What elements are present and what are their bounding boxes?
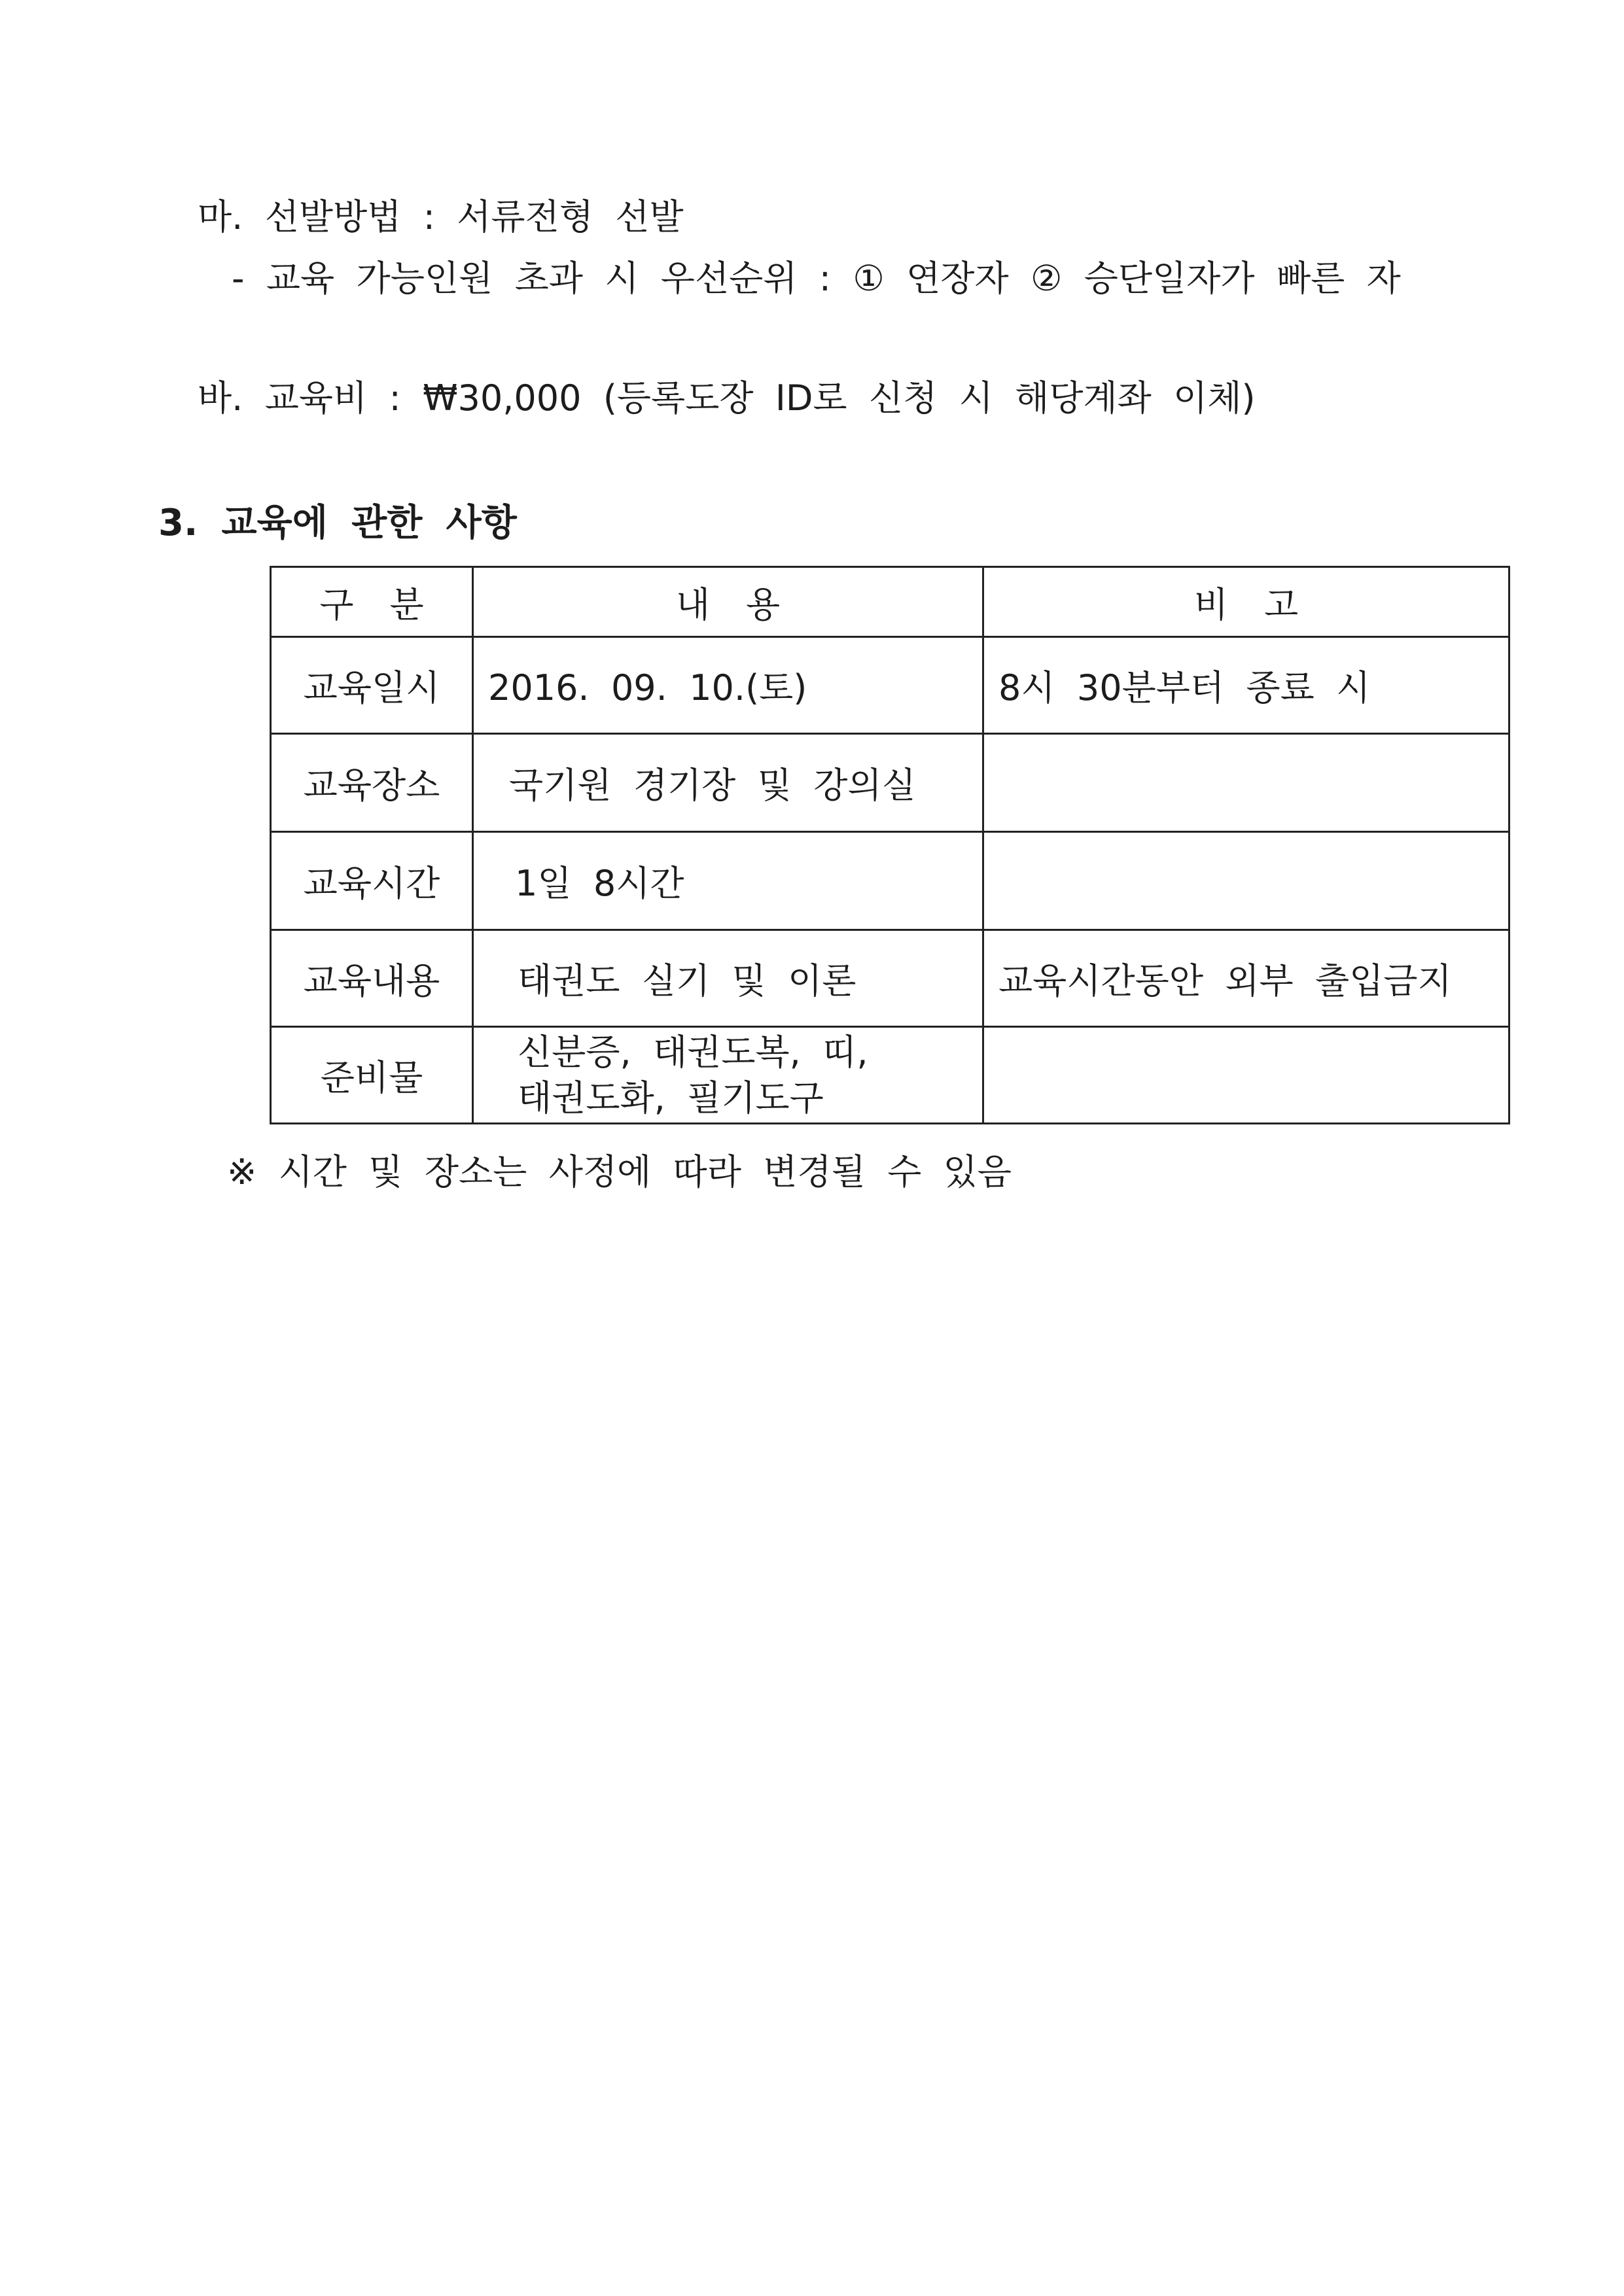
row-content: 국기원 경기장 및 강의실 bbox=[473, 734, 983, 832]
row-remark bbox=[983, 1027, 1509, 1124]
row-label: 교육일시 bbox=[271, 637, 473, 734]
row-content bbox=[473, 1027, 983, 1124]
row-label: 교육장소 bbox=[271, 734, 473, 832]
row-content: 1일 8시간 bbox=[473, 832, 983, 930]
section-heading: 3. 교육에 관한 사항 bbox=[158, 502, 517, 544]
table-row bbox=[271, 1027, 1509, 1124]
education-fee-line: 바. 교육비 : ₩30,000 (등록도장 ID로 신청 시 해당계좌 이체) bbox=[198, 377, 1256, 419]
table-row bbox=[271, 637, 1509, 734]
row-content: 2016. 09. 10.(토) bbox=[473, 637, 983, 734]
table-row bbox=[271, 930, 1509, 1027]
row-remark bbox=[983, 734, 1509, 832]
table-footnote: ※ 시간 및 장소는 사정에 따라 변경될 수 있음 bbox=[227, 1151, 1012, 1192]
content-line: 신분증, 태권도복, 띠, bbox=[518, 1031, 868, 1073]
row-label: 준비물 bbox=[271, 1027, 473, 1124]
table-row bbox=[271, 832, 1509, 930]
table-row bbox=[271, 734, 1509, 832]
education-info-table bbox=[270, 566, 1510, 1124]
selection-method-line: 마. 선발방법 : 서류전형 선발 bbox=[198, 196, 684, 237]
header-remark: 비 고 bbox=[983, 567, 1509, 637]
row-label: 교육시간 bbox=[271, 832, 473, 930]
row-label: 교육내용 bbox=[271, 930, 473, 1027]
row-remark: 8시 30분부터 종료 시 bbox=[983, 637, 1509, 734]
row-remark bbox=[983, 832, 1509, 930]
header-category: 구 분 bbox=[271, 567, 473, 637]
selection-priority-line: - 교육 가능인원 초과 시 우선순위 : ① 연장자 ② 승단일자가 빠른 자 bbox=[232, 258, 1401, 299]
content-line: 태권도화, 필기도구 bbox=[518, 1077, 824, 1119]
table-header-row bbox=[271, 567, 1509, 637]
header-content: 내 용 bbox=[473, 567, 983, 637]
row-remark: 교육시간동안 외부 출입금지 bbox=[983, 930, 1509, 1027]
row-content: 태권도 실기 및 이론 bbox=[473, 930, 983, 1027]
